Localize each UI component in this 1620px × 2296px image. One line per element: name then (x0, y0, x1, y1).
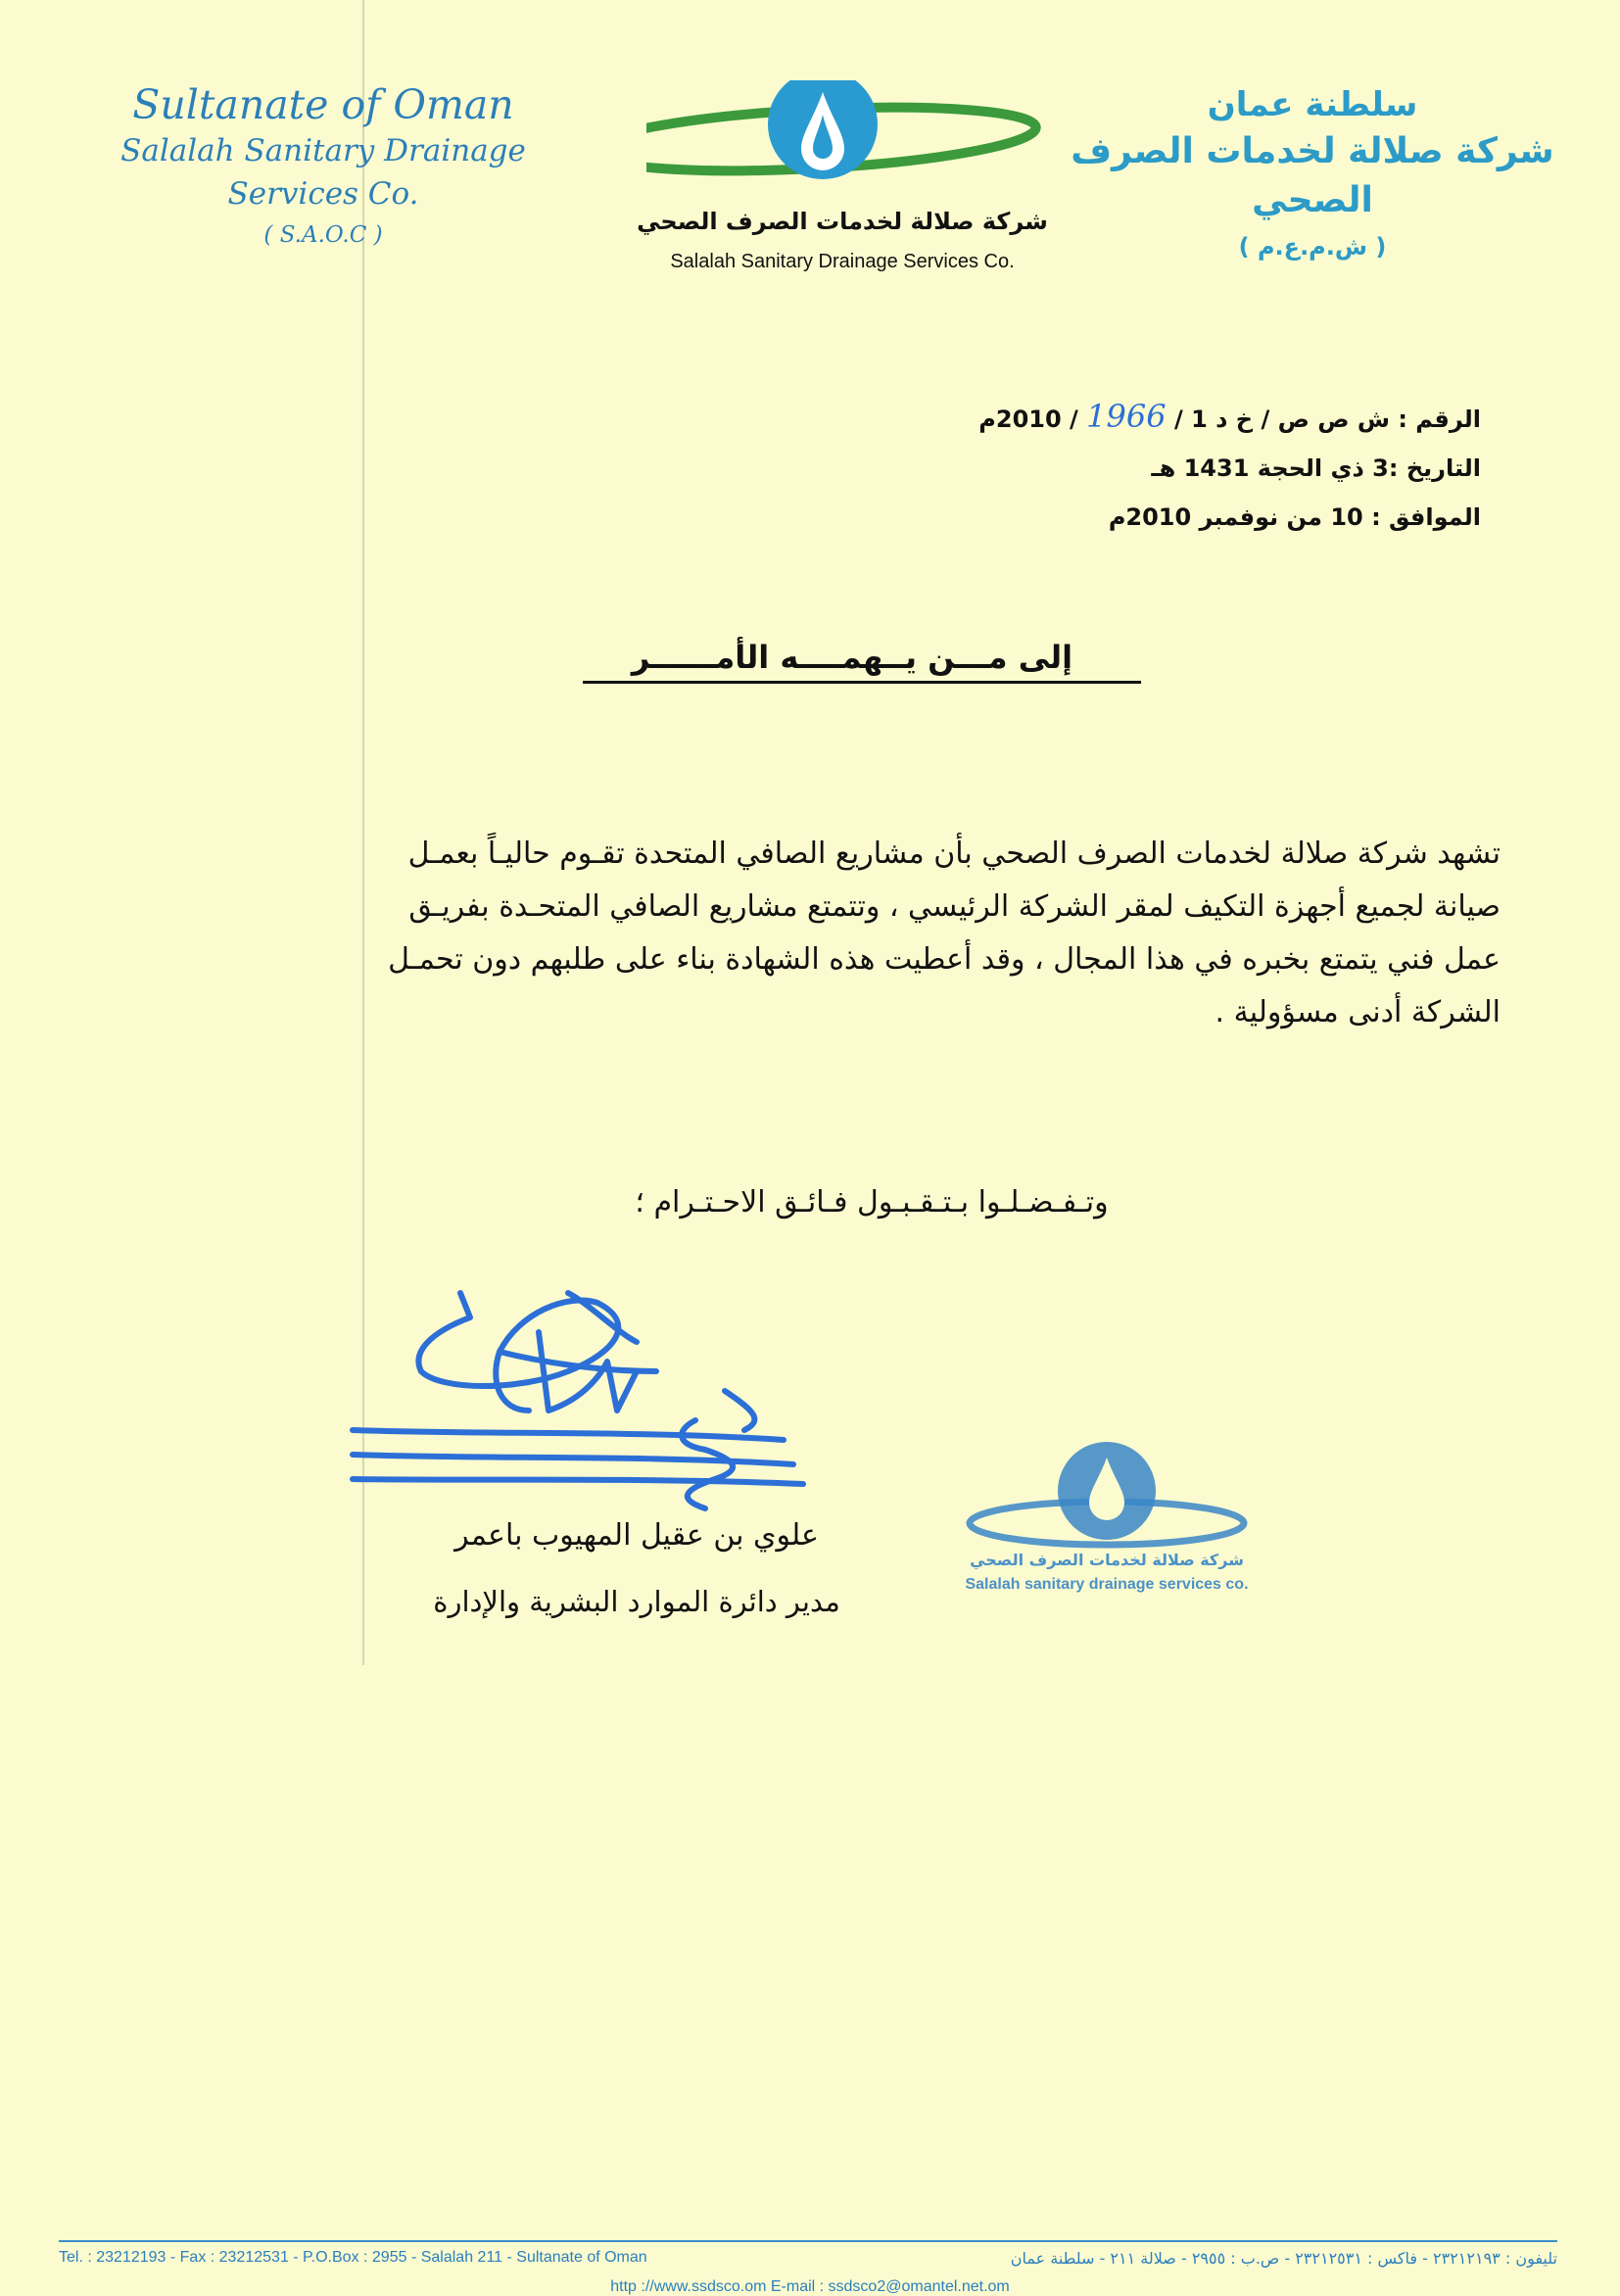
company-stamp (960, 1430, 1254, 1606)
header-company-en: Salalah Sanitary Drainage Services Co. (120, 133, 526, 212)
reference-date-gregorian: الموافق : 10 من نوفمبر 2010م (1108, 503, 1481, 531)
reference-number-handwritten: 1966 (1086, 398, 1167, 435)
reference-number-label: الرقم : ش ص ص / خ د 1 / (1173, 406, 1481, 433)
signer-title: مدير دائرة الموارد البشرية والإدارة (433, 1585, 840, 1618)
header-arabic (1048, 82, 1577, 268)
body-line: عمل فني يتمتع بخبره في هذا المجال ، وقد أعطيت هذه الشهادة بناء على طلبهم دون تحمـل (388, 942, 1501, 977)
footer-divider (59, 2240, 1557, 2242)
handwritten-signature (343, 1273, 833, 1538)
header-country-ar: سلطنة عمان (1207, 85, 1418, 124)
stamp-text-arabic: شركة صلالة لخدمات الصرف الصحي (970, 1551, 1244, 1569)
header-company-type-ar: ( ش.م.ع.م ) (1238, 233, 1387, 261)
footer-contact-arabic: تليفون : ٢٣٢١٢١٩٣ - فاكس : ٢٣٢١٢٥٣١ - ص.ب : ٢٩٥٥ - صلالة ٢١١ - سلطنة عمان (1010, 2249, 1557, 2268)
reference-number (893, 392, 1481, 444)
stamp-text-english: Salalah sanitary drainage services co. (965, 1576, 1249, 1593)
letter-body (227, 828, 1501, 1039)
subject-underline (583, 681, 1141, 684)
footer-contact-row (59, 2249, 1557, 2267)
header-english (78, 80, 568, 255)
reference-number-suffix: / 2010م (978, 406, 1078, 433)
header-company-ar: شركة صلالة لخدمات الصرف الصحي (1071, 131, 1554, 220)
logo-caption-english: Salalah Sanitary Drainage Services Co. (670, 251, 1015, 272)
header-country-en: Sultanate of Oman (132, 81, 514, 128)
closing-salutation: وتـفـضـلـوا بـتـقـبـول فـائـق الاحـتـرام ؛ (635, 1185, 1109, 1220)
header-company-type-en: ( S.A.O.C ) (263, 222, 383, 248)
body-line: صيانة لجميع أجهزة التكيف لمقر الشركة الرئيسي ، وتتمتع مشاريع الصافي المتحـدة بفريـق (408, 889, 1501, 924)
letter-subject: إلى مـــن يــهمــــه الأمــــــر (631, 639, 1073, 676)
reference-block (893, 392, 1481, 542)
footer-contact-english: Tel. : 23212193 - Fax : 23212531 - P.O.Box : 2955 - Salalah 211 - Sultanate of Oman (59, 2249, 647, 2266)
logo-caption-arabic: شركة صلالة لخدمات الصرف الصحي (637, 208, 1048, 235)
reference-date-hijri: التاريخ :3 ذي الحجة 1431 هـ (1151, 454, 1481, 482)
body-line: تشهد شركة صلالة لخدمات الصرف الصحي بأن مشاريع الصافي المتحدة تقـوم حاليـاً بعمـل (407, 837, 1501, 871)
body-line: الشركة أدنى مسؤولية . (1215, 995, 1501, 1029)
company-logo (646, 80, 1058, 217)
footer-web-email: http ://www.ssdsco.om E-mail : ssdsco2@omantel.net.om (610, 2278, 1010, 2295)
signer-name: علوي بن عقيل المهيوب باعمر (454, 1518, 819, 1553)
